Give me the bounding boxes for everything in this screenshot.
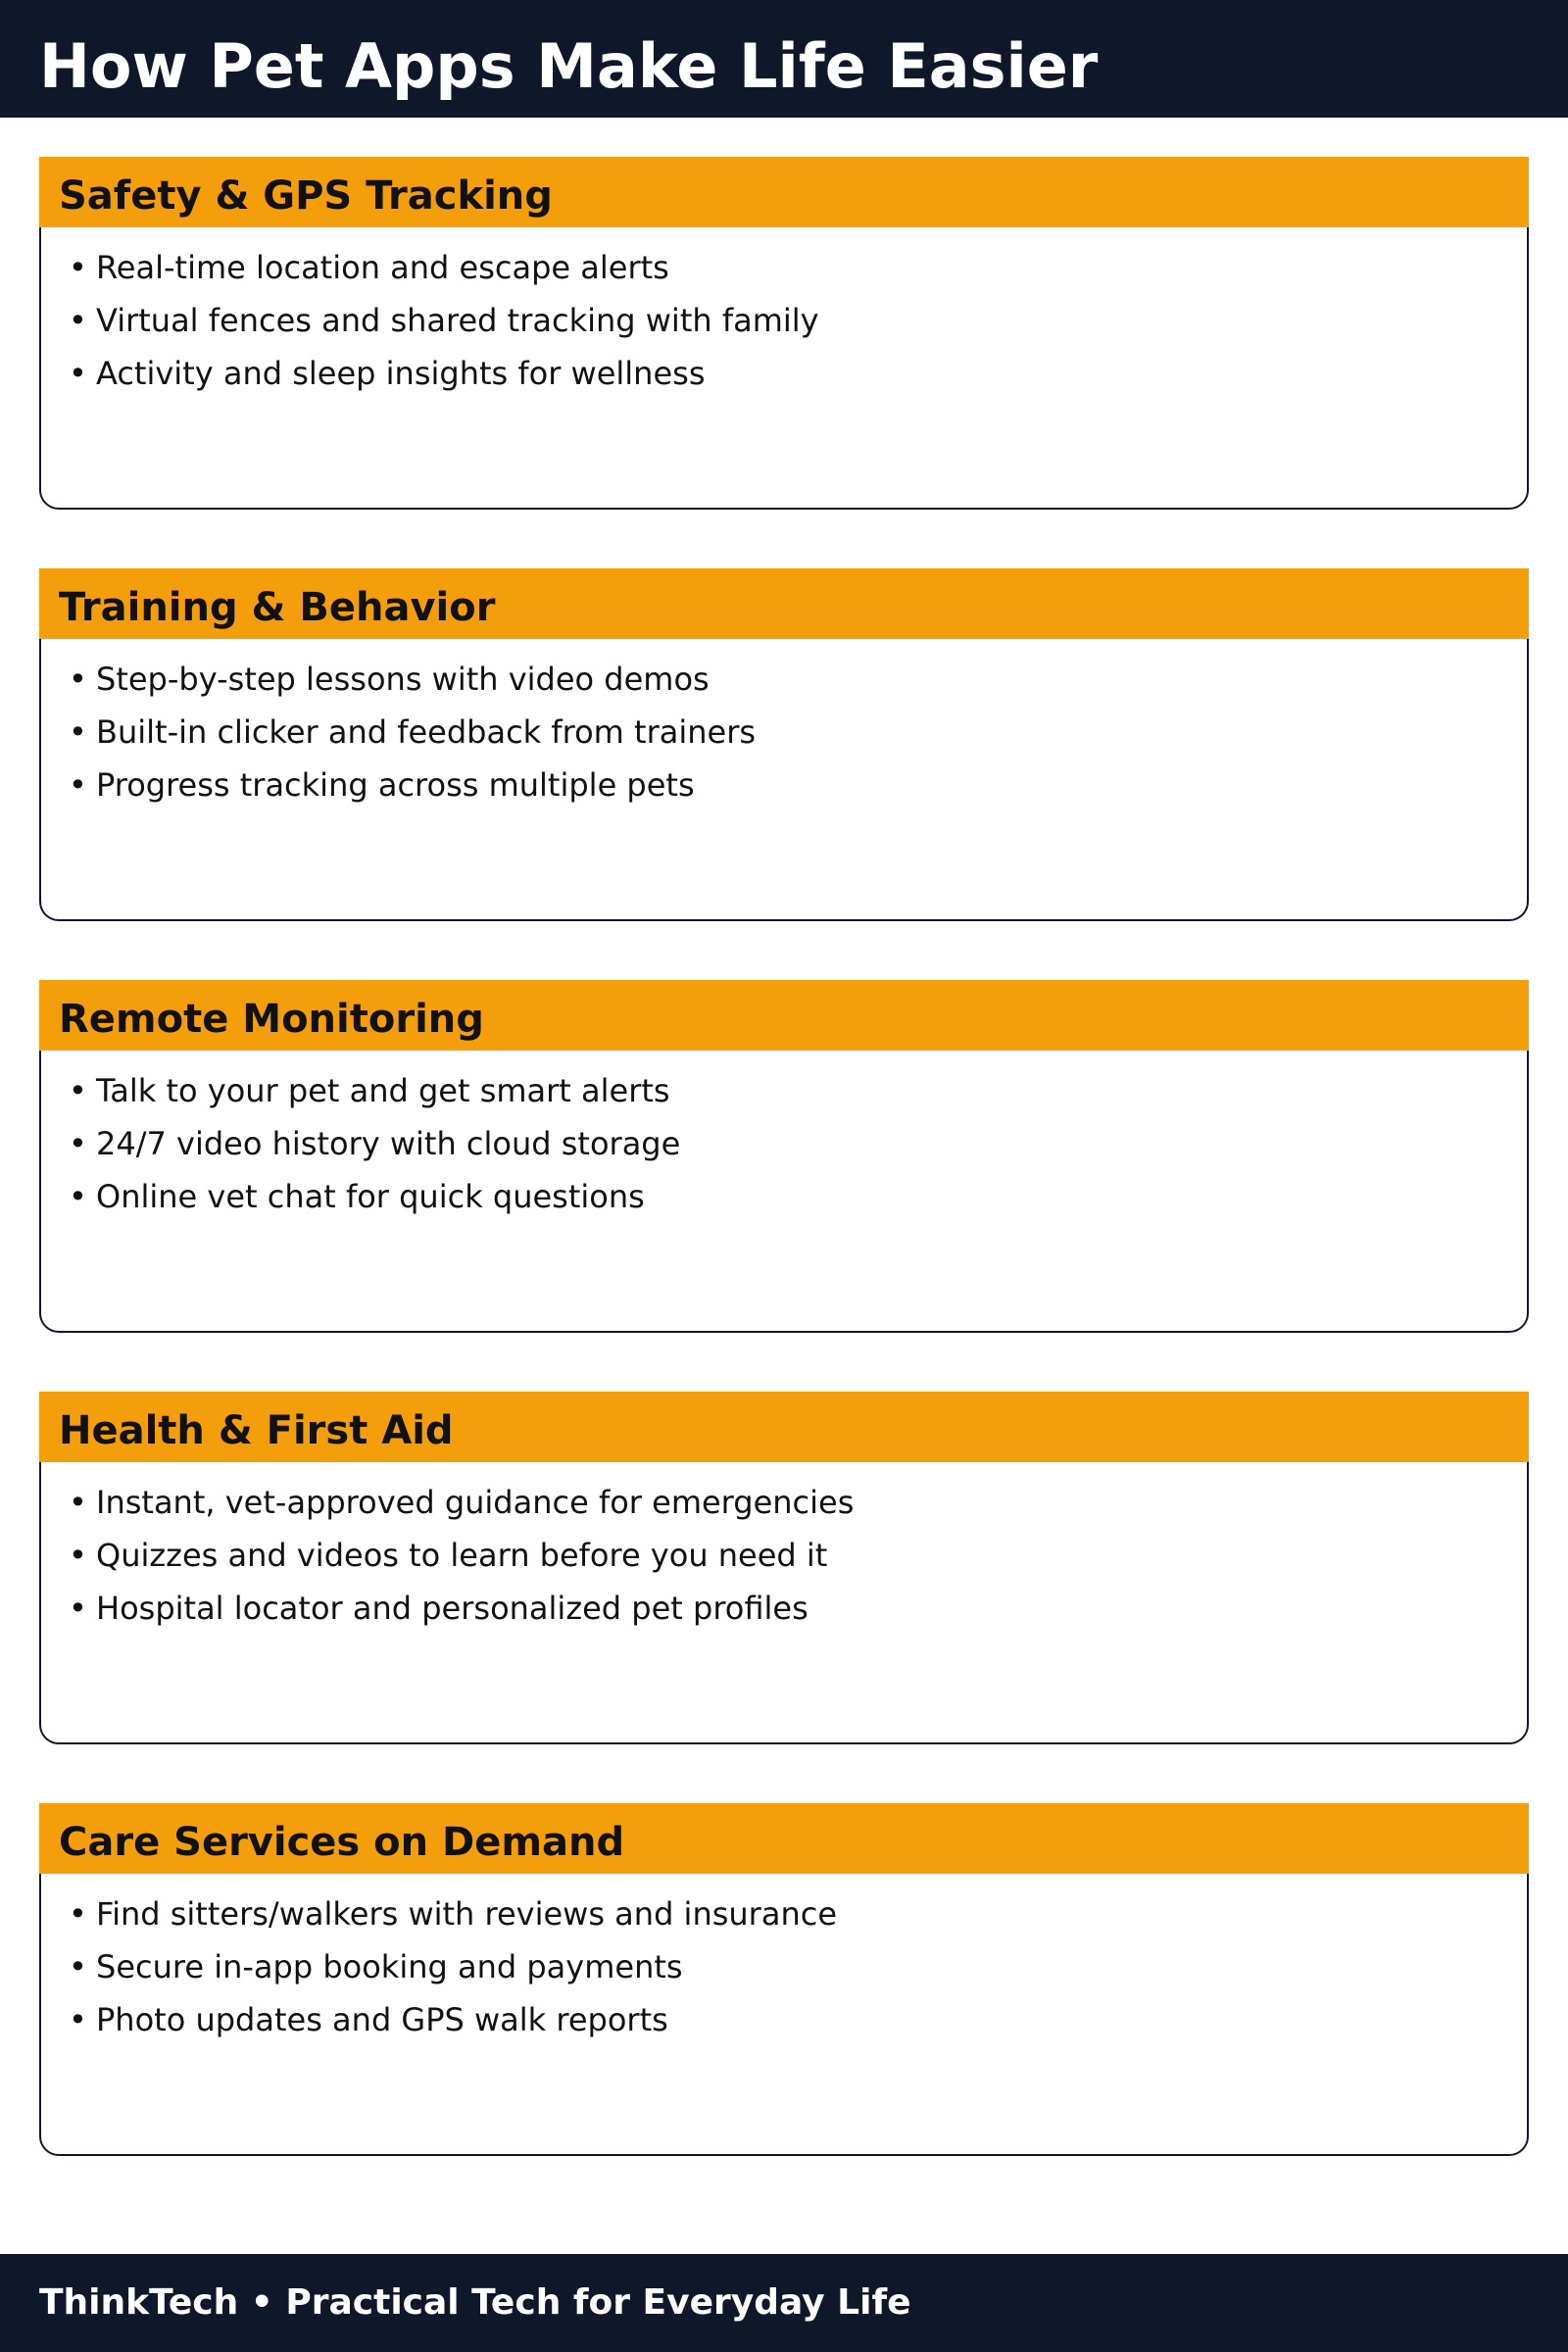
list-item-text: Real-time location and escape alerts xyxy=(96,249,669,286)
bullet-list xyxy=(69,1064,680,1223)
list-item-text: Photo updates and GPS walk reports xyxy=(96,2001,668,2038)
list-item-text: Virtual fences and shared tracking with family xyxy=(96,302,819,339)
bullet-glyph: • xyxy=(69,1895,87,1933)
list-item xyxy=(69,1476,854,1529)
list-item xyxy=(69,1993,837,2046)
bullet-list xyxy=(69,1887,837,2046)
bullet-glyph: • xyxy=(69,302,87,339)
list-item-text: Online vet chat for quick questions xyxy=(96,1178,645,1215)
bullet-glyph: • xyxy=(69,766,87,804)
section-header xyxy=(39,1803,1529,1874)
section-card-training-behavior xyxy=(39,568,1529,921)
bullet-glyph: • xyxy=(69,1178,87,1215)
section-title: Training & Behavior xyxy=(59,585,496,630)
bullet-glyph: • xyxy=(69,661,87,698)
bullet-list xyxy=(69,241,819,400)
list-item-text: Step-by-step lessons with video demos xyxy=(96,661,710,698)
list-item-text: Talk to your pet and get smart alerts xyxy=(96,1072,670,1109)
section-card-health-first-aid xyxy=(39,1392,1529,1744)
bullet-glyph: • xyxy=(69,1072,87,1109)
bullet-glyph: • xyxy=(69,1537,87,1574)
list-item-text: Find sitters/walkers with reviews and insurance xyxy=(96,1895,837,1933)
list-item xyxy=(69,347,819,400)
list-item xyxy=(69,294,819,347)
bullet-glyph: • xyxy=(69,249,87,286)
bullet-glyph: • xyxy=(69,1125,87,1162)
section-title: Health & First Aid xyxy=(59,1408,454,1453)
list-item-text: Secure in-app booking and payments xyxy=(96,1948,683,1985)
list-item xyxy=(69,1170,680,1223)
list-item xyxy=(69,1940,837,1993)
section-header xyxy=(39,157,1529,227)
bullet-list xyxy=(69,1476,854,1635)
header-bar xyxy=(0,0,1568,118)
list-item xyxy=(69,706,756,759)
footer-bar xyxy=(0,2254,1568,2352)
list-item-text: Activity and sleep insights for wellness xyxy=(96,355,706,392)
list-item xyxy=(69,1582,854,1635)
section-card-remote-monitoring xyxy=(39,980,1529,1333)
list-item-text: Built-in clicker and feedback from trainers xyxy=(96,713,757,751)
bullet-glyph: • xyxy=(69,1484,87,1521)
section-title: Safety & GPS Tracking xyxy=(59,173,553,219)
bullet-glyph: • xyxy=(69,355,87,392)
list-item xyxy=(69,1529,854,1582)
section-header xyxy=(39,568,1529,639)
page-title: How Pet Apps Make Life Easier xyxy=(39,30,1099,102)
bullet-glyph: • xyxy=(69,1590,87,1627)
section-card-safety-gps xyxy=(39,157,1529,510)
list-item xyxy=(69,759,756,811)
list-item xyxy=(69,653,756,706)
section-title: Remote Monitoring xyxy=(59,997,484,1042)
section-header xyxy=(39,980,1529,1051)
section-card-care-services xyxy=(39,1803,1529,2156)
list-item-text: Quizzes and videos to learn before you need it xyxy=(96,1537,828,1574)
bullet-glyph: • xyxy=(69,2001,87,2038)
list-item-text: 24/7 video history with cloud storage xyxy=(96,1125,681,1162)
list-item xyxy=(69,1117,680,1170)
footer-tagline: ThinkTech • Practical Tech for Everyday Life xyxy=(39,2282,911,2323)
bullet-glyph: • xyxy=(69,713,87,751)
bullet-glyph: • xyxy=(69,1948,87,1985)
list-item-text: Hospital locator and personalized pet profiles xyxy=(96,1590,808,1627)
list-item xyxy=(69,1064,680,1117)
list-item xyxy=(69,241,819,294)
list-item-text: Instant, vet-approved guidance for emergencies xyxy=(96,1484,855,1521)
section-header xyxy=(39,1392,1529,1462)
list-item-text: Progress tracking across multiple pets xyxy=(96,766,695,804)
list-item xyxy=(69,1887,837,1940)
bullet-list xyxy=(69,653,756,811)
section-title: Care Services on Demand xyxy=(59,1820,625,1865)
